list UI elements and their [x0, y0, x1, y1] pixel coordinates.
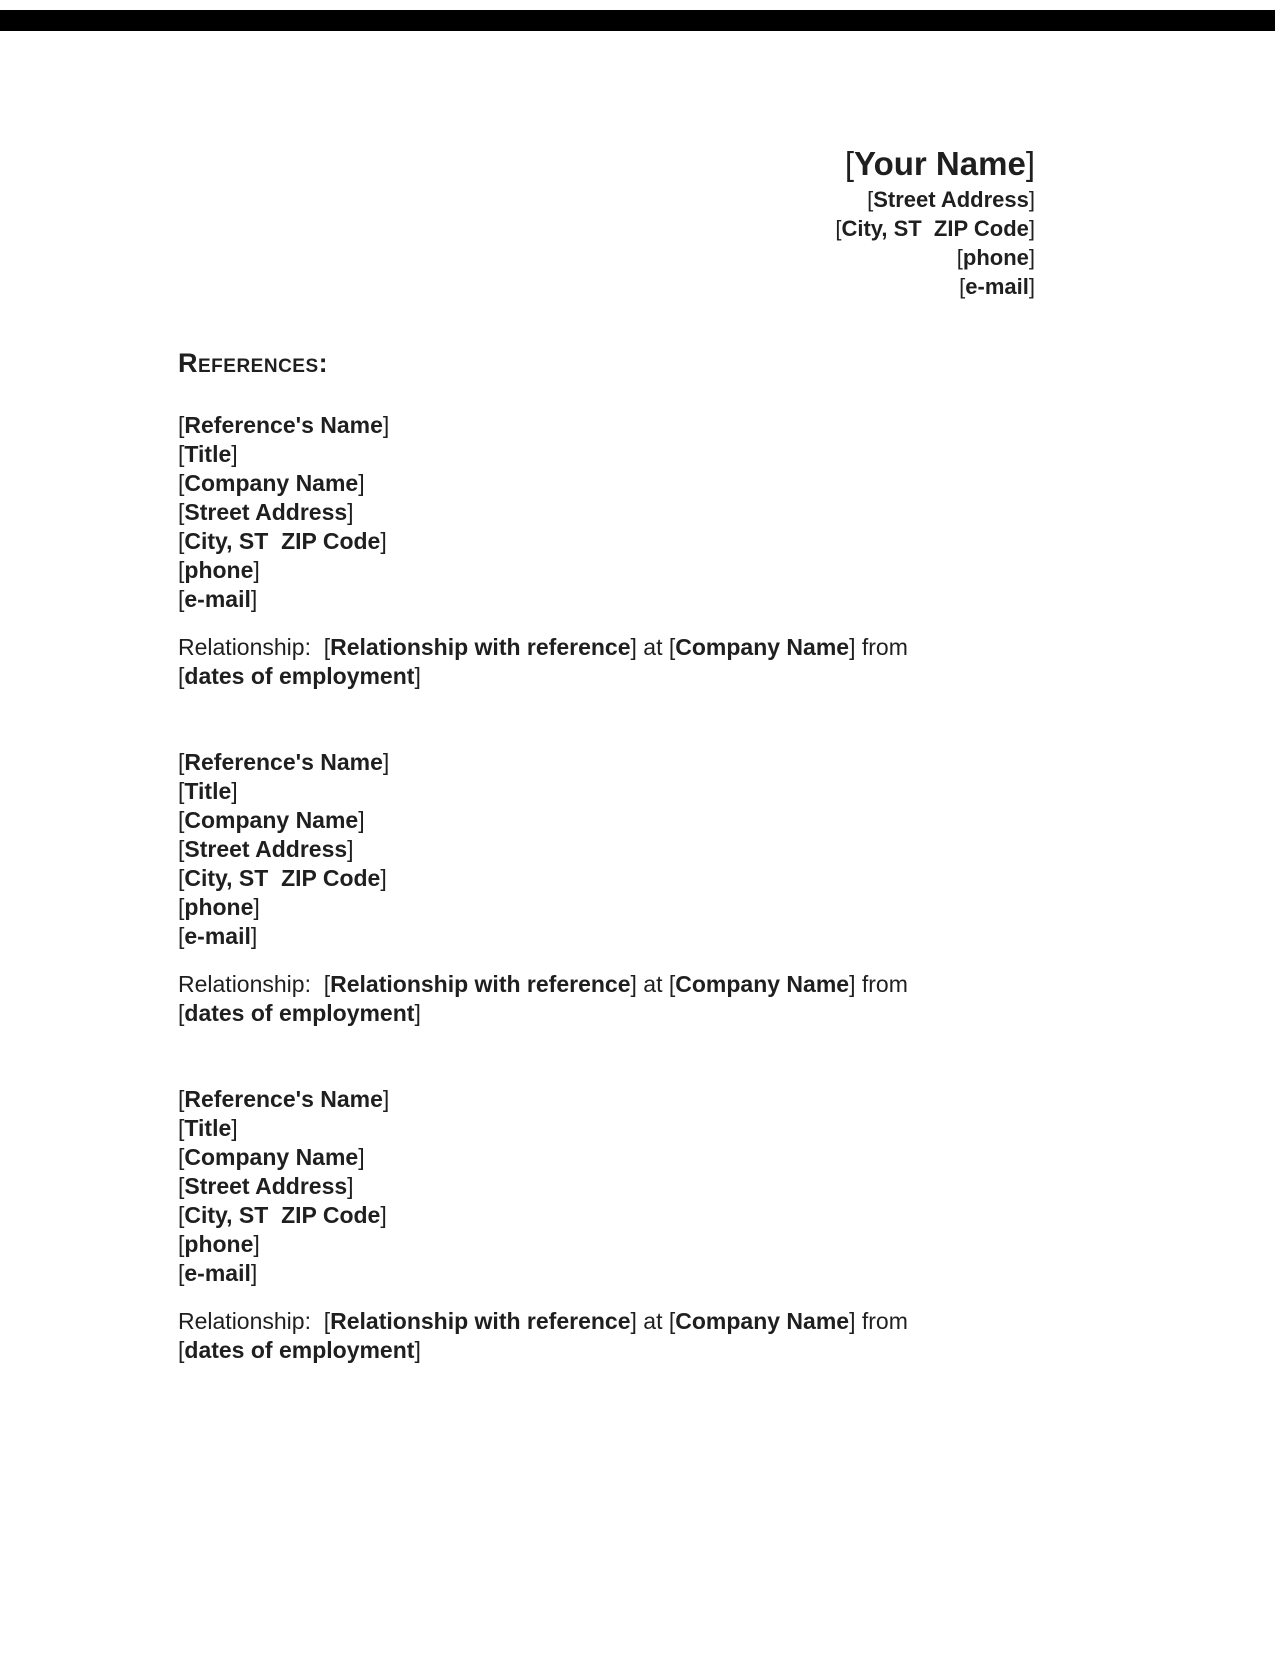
relationship-with-reference: Relationship with reference	[330, 971, 631, 997]
email-line	[178, 272, 1035, 301]
bracket-open: [	[178, 1173, 185, 1199]
reference-field: phone	[184, 894, 254, 920]
bracket-open: [	[178, 663, 185, 689]
bracket-close: ]	[253, 1231, 260, 1257]
bracket-close: ]	[231, 1115, 238, 1141]
bracket-open: [	[178, 1337, 185, 1363]
dates-of-employment-group	[178, 1337, 421, 1363]
bracket-close: ]	[347, 1173, 354, 1199]
reference-detail-line	[178, 1114, 1035, 1143]
bracket-close: ]	[380, 865, 387, 891]
bracket-open: [	[323, 971, 331, 997]
bracket-open: [	[178, 499, 185, 525]
bracket-close: ]	[630, 971, 637, 997]
bracket-close: ]	[250, 1260, 258, 1286]
bracket-close: ]	[1025, 145, 1035, 182]
contact-header	[178, 143, 1035, 301]
at-text: at	[636, 634, 669, 660]
bracket-close: ]	[1028, 274, 1035, 299]
reference-field: Reference's Name	[184, 412, 383, 438]
reference-detail-line	[178, 806, 1035, 835]
reference-detail-line	[178, 1085, 1035, 1114]
bracket-close: ]	[630, 634, 637, 660]
reference-field: Title	[184, 778, 232, 804]
street-address: Street Address	[873, 187, 1029, 212]
bracket-open: [	[323, 634, 331, 660]
reference-detail-line	[178, 835, 1035, 864]
bracket-open: [	[178, 557, 185, 583]
relationship-line	[178, 1307, 1035, 1365]
bracket-open: [	[178, 441, 185, 467]
from-text: from	[855, 1308, 915, 1334]
bracket-close: ]	[250, 923, 258, 949]
reference-field: City, ST ZIP Code	[184, 865, 381, 891]
reference-detail-line	[178, 748, 1035, 777]
top-bar-decoration	[0, 10, 1275, 31]
bracket-close: ]	[414, 1337, 421, 1363]
reference-field: Street Address	[184, 836, 348, 862]
bracket-open: [	[178, 1000, 185, 1026]
dates-of-employment-group	[178, 1000, 421, 1026]
reference-detail-line	[178, 1143, 1035, 1172]
bracket-open: [	[178, 586, 185, 612]
reference-field: Company Name	[184, 470, 359, 496]
reference-field: Title	[184, 441, 232, 467]
bracket-open: [	[178, 1231, 185, 1257]
city-state-zip: City, ST ZIP Code	[841, 216, 1029, 241]
bracket-close: ]	[380, 1202, 387, 1228]
email: e-mail	[965, 274, 1029, 299]
reference-detail-line	[178, 556, 1035, 585]
at-text: at	[636, 971, 669, 997]
reference-detail-line	[178, 411, 1035, 440]
bracket-open: [	[668, 1308, 676, 1334]
reference-field: Reference's Name	[184, 749, 383, 775]
reference-detail-line	[178, 893, 1035, 922]
dates-of-employment-group	[178, 663, 421, 689]
reference-field: Reference's Name	[184, 1086, 383, 1112]
city-state-zip-line	[178, 214, 1035, 243]
bracket-close: ]	[358, 1144, 365, 1170]
reference-detail-line	[178, 498, 1035, 527]
relationship-label: Relationship:	[178, 971, 324, 997]
reference-detail-line	[178, 1172, 1035, 1201]
reference-field: phone	[184, 557, 254, 583]
bracket-close: ]	[849, 1308, 856, 1334]
reference-detail-line	[178, 1259, 1035, 1288]
company-name: Company Name	[675, 1308, 850, 1334]
reference-detail-line	[178, 864, 1035, 893]
your-name-line	[178, 143, 1035, 185]
bracket-close: ]	[414, 663, 421, 689]
reference-detail-line	[178, 922, 1035, 951]
reference-detail-line	[178, 469, 1035, 498]
reference-blocks	[178, 411, 1035, 1365]
reference-field: e-mail	[184, 1260, 251, 1286]
relationship-with-reference: Relationship with reference	[330, 634, 631, 660]
bracket-close: ]	[231, 441, 238, 467]
relationship-line	[178, 970, 1035, 1028]
bracket-open: [	[178, 894, 185, 920]
bracket-open: [	[178, 1086, 185, 1112]
bracket-open: [	[323, 1308, 331, 1334]
street-address-line	[178, 185, 1035, 214]
reference-field: Company Name	[184, 1144, 359, 1170]
bracket-open: [	[844, 145, 855, 182]
company-name: Company Name	[675, 634, 850, 660]
bracket-open: [	[835, 216, 842, 241]
bracket-close: ]	[414, 1000, 421, 1026]
bracket-open: [	[178, 1260, 185, 1286]
relationship-line	[178, 633, 1035, 691]
reference-detail-line	[178, 1230, 1035, 1259]
company-name: Company Name	[675, 971, 850, 997]
reference-detail-line	[178, 440, 1035, 469]
reference-field: phone	[184, 1231, 254, 1257]
reference-block	[178, 1085, 1035, 1365]
bracket-open: [	[867, 187, 874, 212]
bracket-close: ]	[347, 499, 354, 525]
bracket-close: ]	[380, 528, 387, 554]
bracket-close: ]	[253, 894, 260, 920]
phone-line	[178, 243, 1035, 272]
bracket-close: ]	[347, 836, 354, 862]
bracket-open: [	[178, 778, 185, 804]
relationship-with-reference: Relationship with reference	[330, 1308, 631, 1334]
bracket-close: ]	[849, 634, 856, 660]
bracket-open: [	[178, 528, 185, 554]
bracket-open: [	[178, 470, 185, 496]
from-text: from	[855, 971, 915, 997]
document-page	[0, 10, 1275, 1365]
references-heading: References:	[178, 348, 329, 378]
bracket-close: ]	[250, 586, 258, 612]
phone: phone	[962, 245, 1029, 270]
dates-of-employment: dates of employment	[184, 1000, 415, 1026]
bracket-close: ]	[1028, 216, 1035, 241]
bracket-open: [	[956, 245, 963, 270]
reference-detail-line	[178, 585, 1035, 614]
reference-field: City, ST ZIP Code	[184, 1202, 381, 1228]
bracket-close: ]	[382, 1086, 390, 1112]
bracket-open: [	[178, 1144, 185, 1170]
reference-field: e-mail	[184, 586, 251, 612]
bracket-close: ]	[849, 971, 856, 997]
page-content	[0, 143, 1275, 1365]
bracket-open: [	[178, 923, 185, 949]
at-text: at	[636, 1308, 669, 1334]
reference-field: City, ST ZIP Code	[184, 528, 381, 554]
bracket-close: ]	[231, 778, 238, 804]
your-name: Your Name	[854, 145, 1026, 182]
bracket-open: [	[178, 807, 185, 833]
relationship-label: Relationship:	[178, 634, 324, 660]
bracket-open: [	[668, 971, 676, 997]
reference-field: e-mail	[184, 923, 251, 949]
dates-of-employment: dates of employment	[184, 663, 415, 689]
reference-block	[178, 748, 1035, 1028]
bracket-close: ]	[1028, 187, 1035, 212]
bracket-close: ]	[630, 1308, 637, 1334]
reference-field: Title	[184, 1115, 232, 1141]
bracket-close: ]	[253, 557, 260, 583]
bracket-close: ]	[1028, 245, 1035, 270]
bracket-open: [	[178, 412, 185, 438]
reference-detail-line	[178, 777, 1035, 806]
bracket-close: ]	[358, 470, 365, 496]
bracket-open: [	[178, 749, 185, 775]
bracket-close: ]	[382, 412, 390, 438]
dates-of-employment: dates of employment	[184, 1337, 415, 1363]
bracket-close: ]	[382, 749, 390, 775]
bracket-open: [	[959, 274, 966, 299]
bracket-open: [	[178, 865, 185, 891]
reference-detail-line	[178, 527, 1035, 556]
reference-field: Company Name	[184, 807, 359, 833]
from-text: from	[855, 634, 915, 660]
relationship-label: Relationship:	[178, 1308, 324, 1334]
bracket-open: [	[178, 836, 185, 862]
reference-field: Street Address	[184, 1173, 348, 1199]
bracket-close: ]	[358, 807, 365, 833]
reference-block	[178, 411, 1035, 691]
reference-field: Street Address	[184, 499, 348, 525]
reference-detail-line	[178, 1201, 1035, 1230]
bracket-open: [	[668, 634, 676, 660]
bracket-open: [	[178, 1202, 185, 1228]
bracket-open: [	[178, 1115, 185, 1141]
